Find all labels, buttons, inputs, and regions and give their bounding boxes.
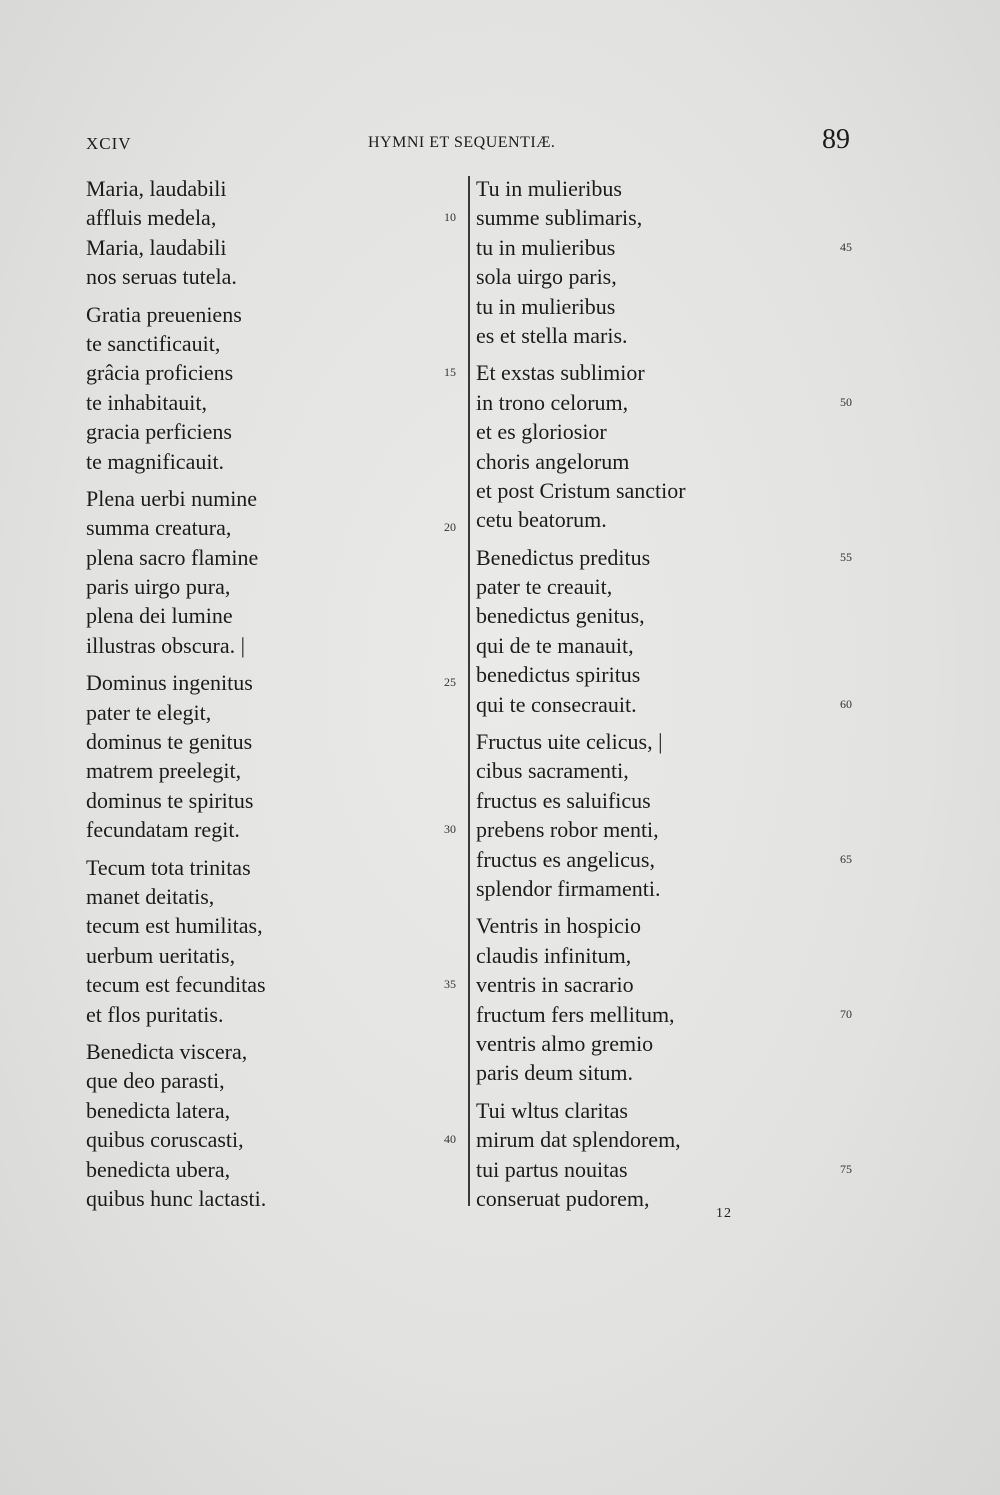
line-number: 75 bbox=[840, 1161, 852, 1176]
verse-text: Maria, laudabili bbox=[86, 234, 227, 260]
verse-text: tecum est humilitas, bbox=[86, 913, 263, 939]
verse-text: fructus es saluificus bbox=[476, 787, 651, 813]
verse-line bbox=[86, 233, 462, 262]
verse-text: in trono celorum, bbox=[476, 389, 629, 415]
column-divider bbox=[468, 176, 470, 1206]
verse-line bbox=[476, 911, 852, 940]
stanza bbox=[86, 1037, 462, 1213]
verse-line bbox=[86, 300, 462, 329]
verse-text: ventris almo gremio bbox=[476, 1030, 654, 1056]
verse-text: que deo parasti, bbox=[86, 1068, 225, 1094]
verse-line bbox=[476, 321, 852, 350]
line-number: 50 bbox=[840, 394, 852, 409]
line-number: 40 bbox=[444, 1132, 456, 1147]
verse-text: matrem preelegit, bbox=[86, 758, 242, 784]
verse-line bbox=[476, 1029, 852, 1058]
verse-text: affluis medela, bbox=[86, 205, 217, 231]
verse-text: Tu in mulieribus bbox=[476, 176, 622, 201]
line-number: 30 bbox=[444, 822, 456, 837]
verse-text: sola uirgo paris, bbox=[476, 264, 617, 290]
verse-text: manet deitatis, bbox=[86, 883, 215, 909]
verse-text: dominus te spiritus bbox=[86, 787, 254, 813]
verse-text: fructum fers mellitum, bbox=[476, 1001, 675, 1027]
verse-line bbox=[476, 1184, 852, 1213]
verse-line bbox=[476, 660, 852, 689]
line-number: 25 bbox=[444, 675, 456, 690]
stanza bbox=[476, 174, 852, 350]
line-number: 15 bbox=[444, 365, 456, 380]
verse-line bbox=[86, 911, 462, 940]
left-column bbox=[86, 174, 462, 1221]
verse-line bbox=[476, 543, 852, 572]
verse-text: et es gloriosior bbox=[476, 419, 607, 445]
header-section-number: XCIV bbox=[86, 134, 132, 153]
verse-line bbox=[476, 388, 852, 417]
verse-text: et post Cristum sanctior bbox=[476, 477, 686, 503]
verse-text: Plena uerbi numine bbox=[86, 485, 258, 511]
verse-line bbox=[476, 174, 852, 203]
verse-text: paris uirgo pura, bbox=[86, 574, 231, 600]
verse-line bbox=[476, 1096, 852, 1125]
verse-line bbox=[476, 970, 852, 999]
verse-text: grâcia proficiens bbox=[86, 360, 234, 386]
verse-line bbox=[476, 815, 852, 844]
verse-line bbox=[476, 1155, 852, 1184]
verse-text: tu in mulieribus bbox=[476, 234, 616, 260]
verse-text: tu in mulieribus bbox=[476, 293, 616, 319]
verse-text: fructus es angelicus, bbox=[476, 846, 655, 872]
verse-line bbox=[476, 505, 852, 534]
verse-line bbox=[86, 388, 462, 417]
verse-text: gracia perficiens bbox=[86, 419, 232, 445]
verse-line bbox=[86, 601, 462, 630]
stanza bbox=[86, 484, 462, 660]
verse-line bbox=[476, 845, 852, 874]
line-number: 65 bbox=[840, 851, 852, 866]
verse-line bbox=[86, 941, 462, 970]
verse-text: pater te elegit, bbox=[86, 699, 212, 725]
verse-text: nos seruas tutela. bbox=[86, 264, 237, 290]
verse-text: benedictus genitus, bbox=[476, 603, 645, 629]
verse-line bbox=[86, 756, 462, 785]
verse-line bbox=[476, 292, 852, 321]
stanza bbox=[86, 174, 462, 292]
verse-line bbox=[86, 727, 462, 756]
stanza bbox=[476, 911, 852, 1087]
verse-text: qui de te manauit, bbox=[476, 632, 634, 658]
verse-text: tui partus nouitas bbox=[476, 1156, 628, 1182]
line-number: 45 bbox=[840, 239, 852, 254]
verse-text: Fructus uite celicus, | bbox=[476, 729, 663, 755]
verse-line bbox=[476, 874, 852, 903]
verse-line bbox=[86, 815, 462, 844]
verse-line bbox=[86, 484, 462, 513]
verse-text: Maria, laudabili bbox=[86, 176, 227, 201]
line-number: 55 bbox=[840, 549, 852, 564]
verse-line bbox=[476, 262, 852, 291]
verse-text: Gratia preueniens bbox=[86, 301, 242, 327]
verse-line bbox=[476, 447, 852, 476]
verse-line bbox=[476, 727, 852, 756]
verse-line bbox=[86, 970, 462, 999]
verse-text: qui te consecrauit. bbox=[476, 691, 637, 717]
verse-line bbox=[86, 174, 462, 203]
stanza bbox=[476, 1096, 852, 1214]
verse-text: benedicta latera, bbox=[86, 1097, 231, 1123]
verse-line bbox=[476, 601, 852, 630]
verse-line bbox=[86, 572, 462, 601]
line-number: 35 bbox=[444, 977, 456, 992]
stanza bbox=[86, 668, 462, 844]
verse-text: te sanctificauit, bbox=[86, 330, 221, 356]
verse-text: claudis infinitum, bbox=[476, 942, 632, 968]
verse-text: cetu beatorum. bbox=[476, 507, 607, 533]
verse-text: summe sublimaris, bbox=[476, 205, 643, 231]
verse-text: splendor firmamenti. bbox=[476, 875, 661, 901]
verse-line bbox=[476, 756, 852, 785]
verse-text: tecum est fecunditas bbox=[86, 972, 266, 998]
line-number: 70 bbox=[840, 1006, 852, 1021]
verse-text: fecundatam regit. bbox=[86, 817, 240, 843]
verse-line bbox=[476, 786, 852, 815]
verse-line bbox=[476, 1125, 852, 1154]
verse-line bbox=[86, 447, 462, 476]
verse-line bbox=[86, 1037, 462, 1066]
verse-text: Tecum tota trinitas bbox=[86, 854, 251, 880]
verse-line bbox=[86, 262, 462, 291]
verse-text: quibus hunc lactasti. bbox=[86, 1185, 267, 1211]
verse-text: uerbum ueritatis, bbox=[86, 942, 236, 968]
verse-text: prebens robor menti, bbox=[476, 817, 659, 843]
verse-line bbox=[86, 853, 462, 882]
verse-text: Dominus ingenitus bbox=[86, 670, 253, 696]
verse-text: summa creatura, bbox=[86, 515, 232, 541]
verse-line bbox=[476, 631, 852, 660]
verse-line bbox=[476, 358, 852, 387]
verse-line bbox=[86, 698, 462, 727]
verse-line bbox=[86, 668, 462, 697]
stanza bbox=[476, 358, 852, 534]
verse-line bbox=[476, 476, 852, 505]
verse-text: paris deum situm. bbox=[476, 1060, 634, 1086]
verse-line bbox=[476, 1058, 852, 1087]
verse-text: benedictus spiritus bbox=[476, 662, 641, 688]
verse-line bbox=[476, 233, 852, 262]
verse-text: cibus sacramenti, bbox=[476, 758, 629, 784]
verse-line bbox=[86, 882, 462, 911]
right-column bbox=[476, 174, 852, 1221]
verse-line bbox=[476, 572, 852, 601]
header-title: HYMNI ET SEQUENTIÆ. bbox=[368, 134, 556, 151]
verse-text: te magnificauit. bbox=[86, 448, 225, 474]
verse-line bbox=[86, 1096, 462, 1125]
line-number: 60 bbox=[840, 696, 852, 711]
verse-line bbox=[476, 941, 852, 970]
line-number: 20 bbox=[444, 520, 456, 535]
verse-text: Benedicta viscera, bbox=[86, 1038, 248, 1064]
verse-text: Tui wltus claritas bbox=[476, 1097, 628, 1123]
verse-text: plena dei lumine bbox=[86, 603, 233, 629]
verse-text: plena sacro flamine bbox=[86, 544, 259, 570]
verse-line bbox=[86, 631, 462, 660]
stanza bbox=[86, 853, 462, 1029]
verse-text: mirum dat splendorem, bbox=[476, 1127, 681, 1153]
verse-line bbox=[86, 1000, 462, 1029]
verse-text: benedicta ubera, bbox=[86, 1156, 231, 1182]
verse-text: conseruat pudorem, bbox=[476, 1185, 650, 1211]
verse-line bbox=[86, 513, 462, 542]
verse-line bbox=[86, 1155, 462, 1184]
verse-line bbox=[86, 1066, 462, 1095]
verse-text: Benedictus preditus bbox=[476, 544, 651, 570]
verse-line bbox=[86, 203, 462, 232]
verse-line bbox=[86, 1125, 462, 1154]
verse-text: ventris in sacrario bbox=[476, 972, 634, 998]
verse-text: pater te creauit, bbox=[476, 574, 613, 600]
page-number: 89 bbox=[822, 124, 850, 155]
running-header bbox=[86, 124, 850, 160]
verse-line bbox=[86, 1184, 462, 1213]
verse-text: choris angelorum bbox=[476, 448, 630, 474]
verse-text: Ventris in hospicio bbox=[476, 913, 641, 939]
verse-line bbox=[86, 329, 462, 358]
verse-line bbox=[476, 417, 852, 446]
verse-text: es et stella maris. bbox=[476, 322, 628, 348]
verse-text: et flos puritatis. bbox=[86, 1001, 224, 1027]
verse-line bbox=[86, 417, 462, 446]
verse-text: illustras obscura. | bbox=[86, 632, 245, 658]
stanza bbox=[86, 300, 462, 476]
verse-line bbox=[476, 690, 852, 719]
stanza bbox=[476, 727, 852, 903]
verse-text: te inhabitauit, bbox=[86, 389, 207, 415]
verse-line bbox=[476, 203, 852, 232]
signature-mark: 12 bbox=[716, 1206, 732, 1221]
verse-text: dominus te genitus bbox=[86, 729, 253, 755]
line-number: 10 bbox=[444, 210, 456, 225]
verse-text: Et exstas sublimior bbox=[476, 360, 645, 386]
verse-line bbox=[476, 1000, 852, 1029]
verse-line bbox=[86, 358, 462, 387]
verse-line bbox=[86, 543, 462, 572]
verse-line bbox=[86, 786, 462, 815]
verse-text: quibus coruscasti, bbox=[86, 1127, 244, 1153]
stanza bbox=[476, 543, 852, 719]
